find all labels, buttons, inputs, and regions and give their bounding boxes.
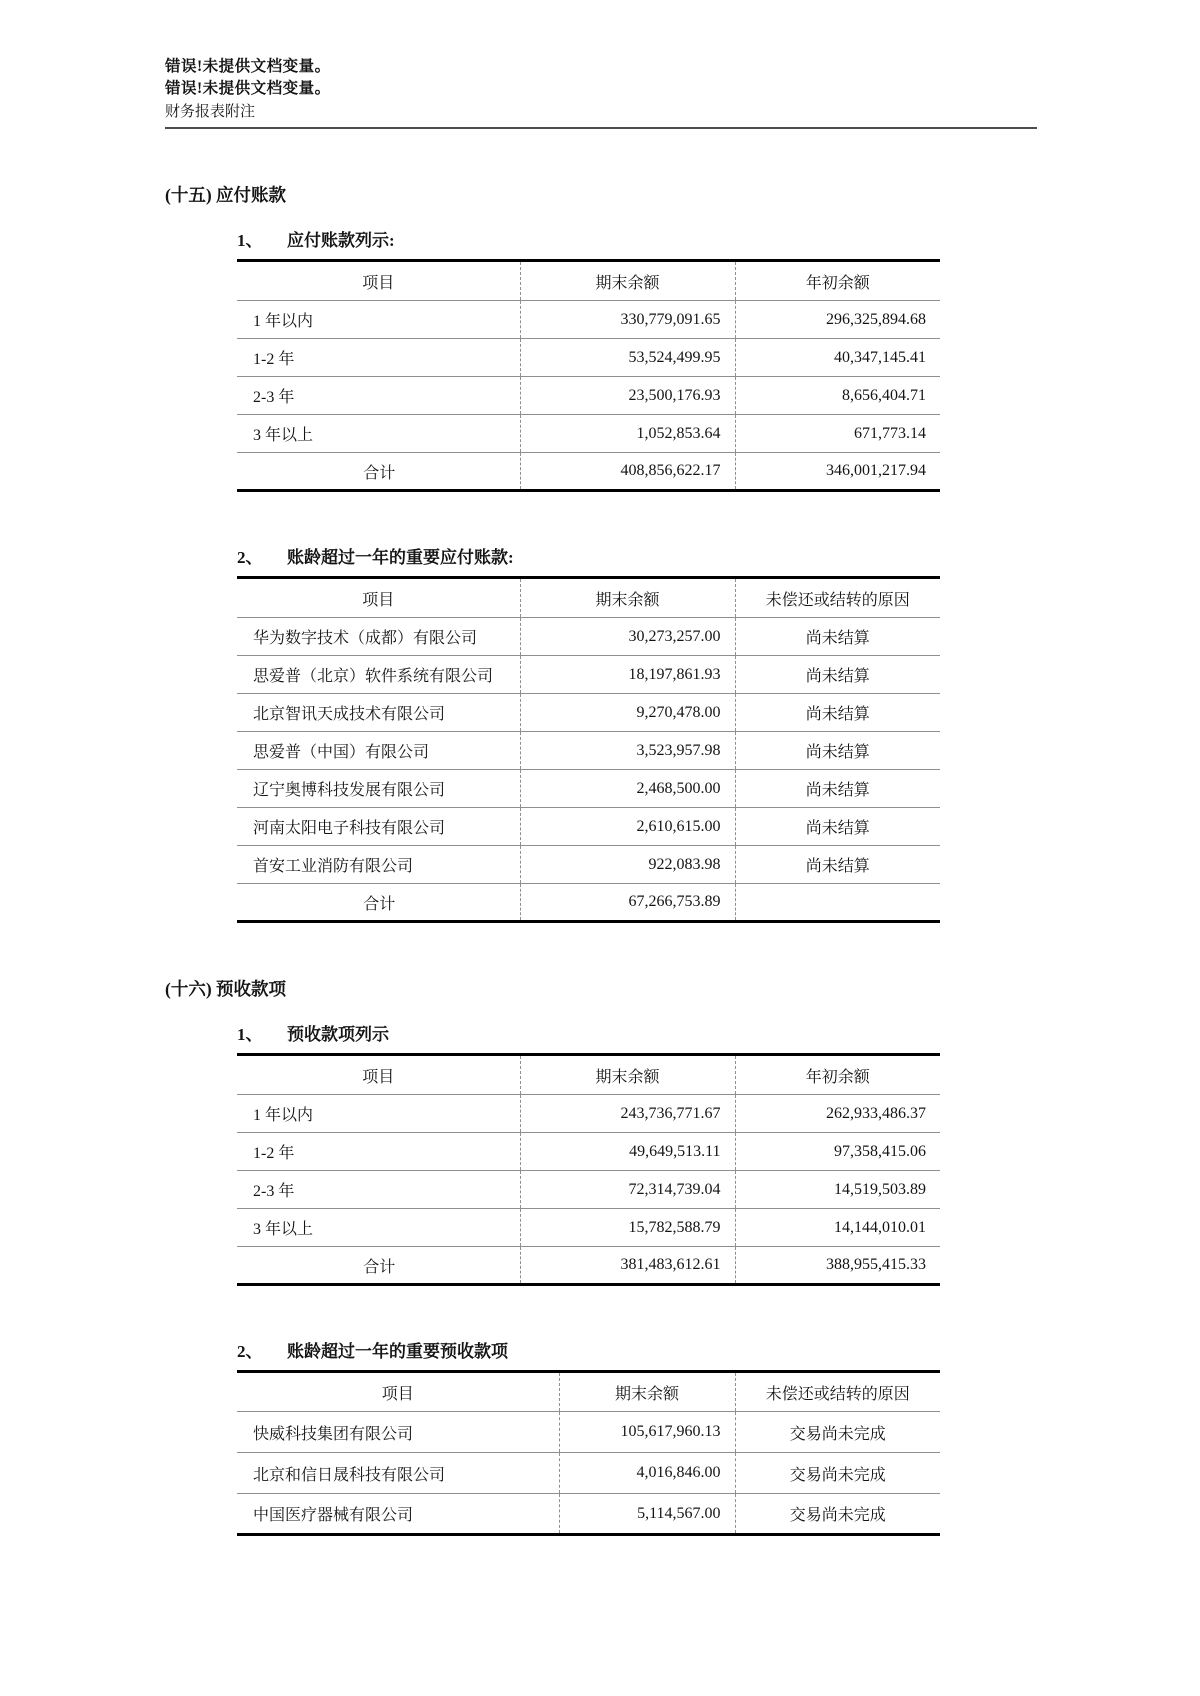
table-cell: 49,649,513.11 — [520, 1133, 735, 1171]
subsection-16-2-heading — [237, 1340, 940, 1364]
table-row — [237, 694, 940, 732]
table-cell: 296,325,894.68 — [735, 301, 940, 339]
table-cell: 262,933,486.37 — [735, 1095, 940, 1133]
table-row — [237, 618, 940, 656]
table-header — [237, 261, 940, 301]
table-cell: 97,358,415.06 — [735, 1133, 940, 1171]
table-cell: 330,779,091.65 — [520, 301, 735, 339]
table-row — [237, 846, 940, 884]
column-header: 项目 — [381, 1385, 414, 1403]
table-total-row — [237, 884, 940, 922]
table-cell: 尚未结算 — [735, 770, 940, 808]
column-header: 期末余额 — [559, 1372, 735, 1412]
table-cell: 922,083.98 — [520, 846, 735, 884]
table-cell: 尚未结算 — [735, 656, 940, 694]
table-cell: 北京和信日晟科技有限公司 — [253, 1466, 446, 1484]
table-cell: 交易尚未完成 — [735, 1453, 940, 1494]
table-row — [237, 808, 940, 846]
table-cell: 首安工业消防有限公司 — [253, 858, 414, 875]
table-cell: 40,347,145.41 — [735, 339, 940, 377]
table-header — [237, 1372, 940, 1412]
table-cell: 3,523,957.98 — [520, 732, 735, 770]
table-cell: 华为数字技术（成都）有限公司 — [253, 630, 478, 647]
column-header: 项目 — [362, 1068, 395, 1086]
table-cell: 尚未结算 — [735, 732, 940, 770]
table-row — [237, 415, 940, 453]
table-header — [237, 578, 940, 618]
table-row — [237, 377, 940, 415]
table-body — [237, 1412, 940, 1535]
header-subtitle: 财务报表附注 — [165, 104, 256, 120]
table-cell — [735, 884, 940, 922]
table-cell: 1-2 年 — [253, 351, 295, 368]
table-header-row — [237, 1372, 940, 1412]
table-cell: 72,314,739.04 — [520, 1171, 735, 1209]
column-header: 项目 — [362, 591, 395, 609]
table-cell: 合计 — [363, 1258, 396, 1276]
table-cell: 15,782,588.79 — [520, 1209, 735, 1247]
section-15-title: (十五) 应付账款 — [165, 185, 287, 205]
table-row — [237, 1494, 940, 1535]
table-row — [237, 1209, 940, 1247]
table-cell: 中国医疗器械有限公司 — [253, 1507, 414, 1524]
table-cell: 4,016,846.00 — [559, 1453, 735, 1494]
table-body — [237, 301, 940, 491]
table-cell: 尚未结算 — [735, 846, 940, 884]
subsection-number: 2、 — [237, 548, 263, 567]
table-cell: 408,856,622.17 — [520, 453, 735, 491]
table-total-row — [237, 453, 940, 491]
table-cell: 67,266,753.89 — [520, 884, 735, 922]
table-body — [237, 1095, 940, 1285]
table-cell: 河南太阳电子科技有限公司 — [253, 820, 446, 837]
table-row — [237, 1453, 940, 1494]
table-cell: 1 年以内 — [253, 313, 314, 330]
subsection-title: 预收款项列示 — [287, 1025, 389, 1044]
table-cell: 1 年以内 — [253, 1107, 314, 1124]
table-cell: 思爱普（中国）有限公司 — [253, 744, 430, 761]
table-row — [237, 1171, 940, 1209]
table-cell: 交易尚未完成 — [735, 1494, 940, 1535]
subsection-15-2 — [237, 546, 940, 923]
subsection-title: 账龄超过一年的重要应付账款: — [287, 548, 514, 567]
header-error-line-2: 错误!未提供文档变量。 — [165, 80, 331, 97]
table-row — [237, 1412, 940, 1453]
table-cell: 30,273,257.00 — [520, 618, 735, 656]
column-header: 期末余额 — [520, 1055, 735, 1095]
subsection-16-1 — [237, 1023, 940, 1286]
subsection-16-1-heading — [237, 1023, 940, 1047]
table-cell: 1,052,853.64 — [520, 415, 735, 453]
table-cell: 2-3 年 — [253, 389, 295, 406]
table-cell: 尚未结算 — [735, 808, 940, 846]
subsection-16-2 — [237, 1340, 940, 1536]
table-cell: 14,519,503.89 — [735, 1171, 940, 1209]
table-cell: 18,197,861.93 — [520, 656, 735, 694]
subsection-title: 账龄超过一年的重要预收款项 — [287, 1342, 508, 1361]
table-header-row — [237, 261, 940, 301]
table-row — [237, 732, 940, 770]
subsection-title: 应付账款列示: — [287, 231, 395, 250]
table-cell: 671,773.14 — [735, 415, 940, 453]
table-cell: 交易尚未完成 — [735, 1412, 940, 1453]
table-header — [237, 1055, 940, 1095]
table-cell: 尚未结算 — [735, 694, 940, 732]
column-header: 期末余额 — [520, 578, 735, 618]
table-row — [237, 770, 940, 808]
table-row — [237, 656, 940, 694]
table-cell: 23,500,176.93 — [520, 377, 735, 415]
table-cell: 346,001,217.94 — [735, 453, 940, 491]
table-cell: 北京智讯天成技术有限公司 — [253, 706, 446, 723]
table-cell: 381,483,612.61 — [520, 1247, 735, 1285]
table-cell: 快威科技集团有限公司 — [253, 1425, 414, 1443]
table-header-row — [237, 578, 940, 618]
table-cell: 3 年以上 — [253, 427, 314, 444]
section-16-title: (十六) 预收款项 — [165, 979, 287, 999]
table-body — [237, 618, 940, 922]
table-total-row — [237, 1247, 940, 1285]
column-header: 年初余额 — [735, 1055, 940, 1095]
column-header: 期末余额 — [520, 261, 735, 301]
subsection-15-1-heading — [237, 229, 940, 253]
table-cell: 辽宁奥博科技发展有限公司 — [253, 782, 446, 799]
table-row — [237, 339, 940, 377]
table-header-row — [237, 1055, 940, 1095]
header-divider — [165, 127, 1037, 129]
advances-aging-table — [237, 1053, 940, 1286]
column-header: 年初余额 — [735, 261, 940, 301]
column-header: 未偿还或结转的原因 — [735, 578, 940, 618]
subsection-15-1 — [237, 229, 940, 492]
table-cell: 尚未结算 — [735, 618, 940, 656]
table-cell: 243,736,771.67 — [520, 1095, 735, 1133]
important-payables-table — [237, 576, 940, 923]
table-cell: 14,144,010.01 — [735, 1209, 940, 1247]
table-cell: 1-2 年 — [253, 1145, 295, 1162]
table-cell: 合计 — [363, 895, 396, 913]
table-cell: 合计 — [363, 464, 396, 482]
table-cell: 53,524,499.95 — [520, 339, 735, 377]
subsection-number: 1、 — [237, 231, 263, 250]
column-header: 项目 — [362, 274, 395, 292]
table-cell: 3 年以上 — [253, 1221, 314, 1238]
table-cell: 思爱普（北京）软件系统有限公司 — [253, 668, 494, 685]
table-cell: 105,617,960.13 — [559, 1412, 735, 1453]
table-cell: 9,270,478.00 — [520, 694, 735, 732]
table-row — [237, 301, 940, 339]
table-cell: 2-3 年 — [253, 1183, 295, 1200]
table-cell: 388,955,415.33 — [735, 1247, 940, 1285]
header-error-line-1: 错误!未提供文档变量。 — [165, 58, 331, 75]
page-header — [165, 56, 1037, 129]
table-row — [237, 1133, 940, 1171]
table-cell: 2,610,615.00 — [520, 808, 735, 846]
table-cell: 8,656,404.71 — [735, 377, 940, 415]
subsection-number: 2、 — [237, 1342, 263, 1361]
table-cell: 2,468,500.00 — [520, 770, 735, 808]
table-cell: 5,114,567.00 — [559, 1494, 735, 1535]
payables-aging-table — [237, 259, 940, 492]
important-advances-table — [237, 1370, 940, 1536]
table-row — [237, 1095, 940, 1133]
column-header: 未偿还或结转的原因 — [735, 1372, 940, 1412]
subsection-number: 1、 — [237, 1025, 263, 1044]
subsection-15-2-heading — [237, 546, 940, 570]
